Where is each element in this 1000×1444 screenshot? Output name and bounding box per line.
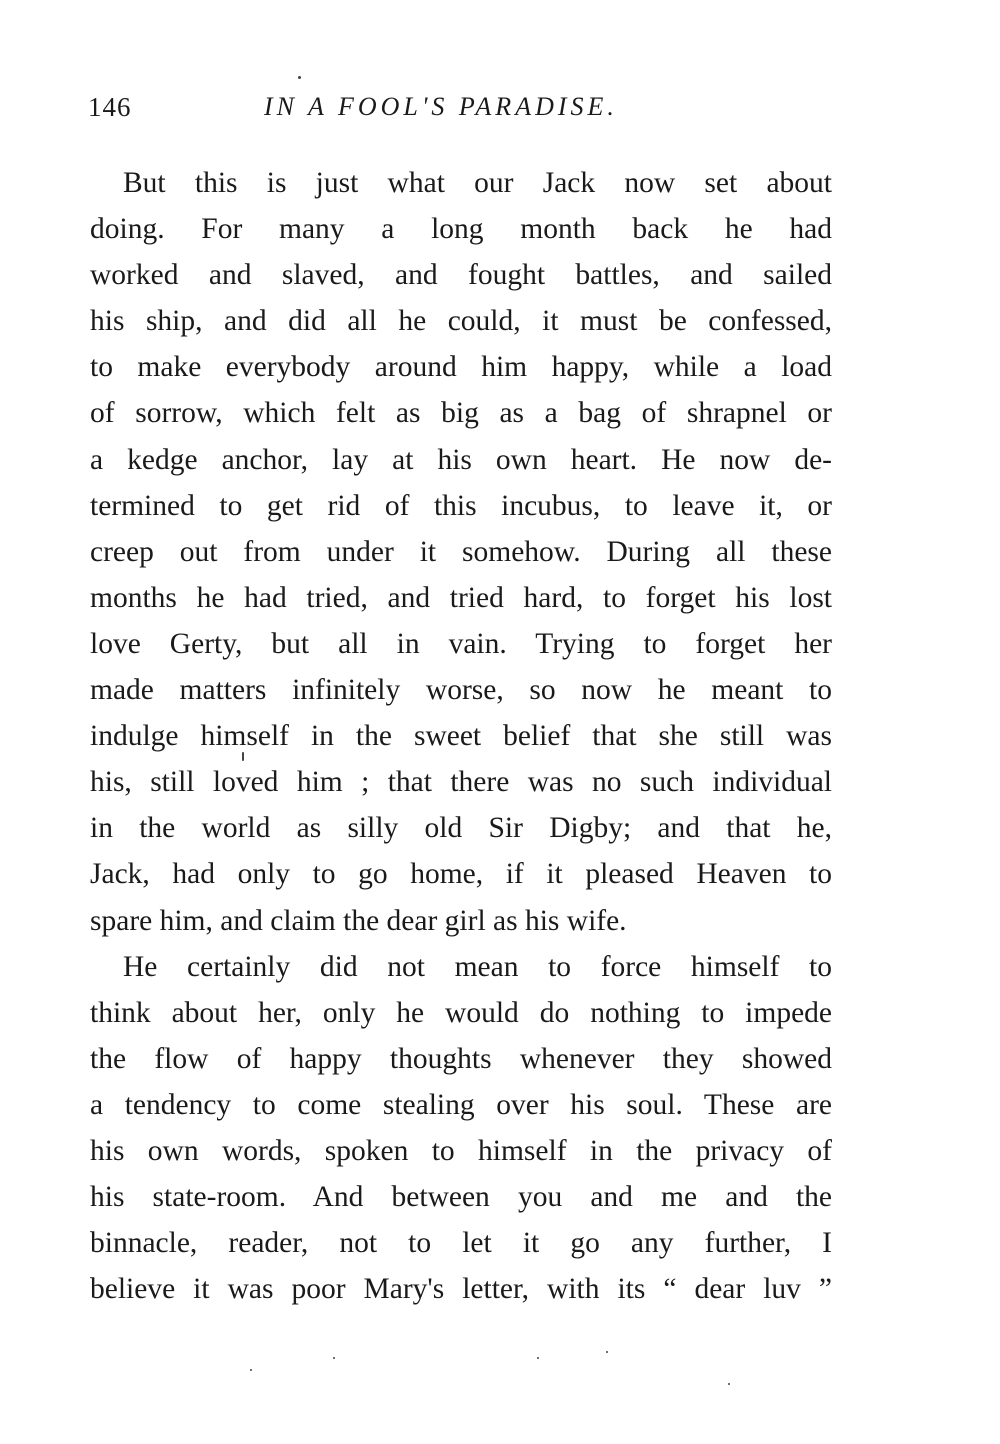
text-line: termined to get rid of this incubus, to leave it, or [90, 489, 832, 522]
text-line: to make everybody around him happy, while a load [90, 351, 832, 384]
text-line: a tendency to come stealing over his soul. These are [90, 1088, 832, 1121]
print-speck [537, 1357, 539, 1359]
text-line: of sorrow, which felt as big as a bag of shrapnel or [90, 397, 832, 430]
text-line: love Gerty, but all in vain. Trying to forget her [90, 627, 832, 660]
print-speck [333, 1357, 335, 1359]
text-line: made matters infinitely worse, so now he meant to [90, 674, 832, 707]
text-line: worked and slaved, and fought battles, and sailed [90, 259, 832, 292]
text-line: indulge himself in the sweet belief that she still was [90, 720, 832, 753]
text-line: months he had tried, and tried hard, to forget his lost [90, 581, 832, 614]
print-speck [242, 752, 244, 761]
print-speck [606, 1351, 608, 1353]
text-line: the flow of happy thoughts whenever they showed [90, 1042, 832, 1075]
text-line: doing. For many a long month back he had [90, 213, 832, 246]
text-line: his state-room. And between you and me and the [90, 1181, 832, 1214]
print-speck [298, 76, 301, 79]
text-line: his, still loved him ; that there was no such individual [90, 766, 832, 799]
text-line: believe it was poor Mary's letter, with its “ dear luv ” [90, 1273, 832, 1306]
text-line: in the world as silly old Sir Digby; and that he, [90, 812, 832, 845]
page-header [88, 92, 848, 132]
text-line: Jack, had only to go home, if it pleased Heaven to [90, 858, 832, 891]
running-title: IN A FOOL'S PARADISE. [264, 92, 618, 121]
text-line: his own words, spoken to himself in the privacy of [90, 1134, 832, 1167]
text-line: creep out from under it somehow. During all these [90, 535, 832, 568]
body-text [90, 160, 832, 1312]
text-line: a kedge anchor, lay at his own heart. He now de- [90, 443, 832, 476]
print-speck [250, 1369, 252, 1371]
print-speck [728, 1383, 730, 1385]
text-line: his ship, and did all he could, it must be confessed, [90, 305, 832, 338]
text-line: think about her, only he would do nothing to impede [90, 996, 832, 1029]
paragraph-1 [90, 160, 832, 944]
text-line: He certainly did not mean to force himself to [123, 950, 832, 983]
text-line: But this is just what our Jack now set about [123, 167, 832, 199]
page-number: 146 [88, 92, 132, 122]
text-line: spare him, and claim the dear girl as his wife. [90, 904, 627, 937]
paragraph-2 [90, 944, 832, 1313]
text-line: binnacle, reader, not to let it go any further, I [90, 1227, 832, 1260]
